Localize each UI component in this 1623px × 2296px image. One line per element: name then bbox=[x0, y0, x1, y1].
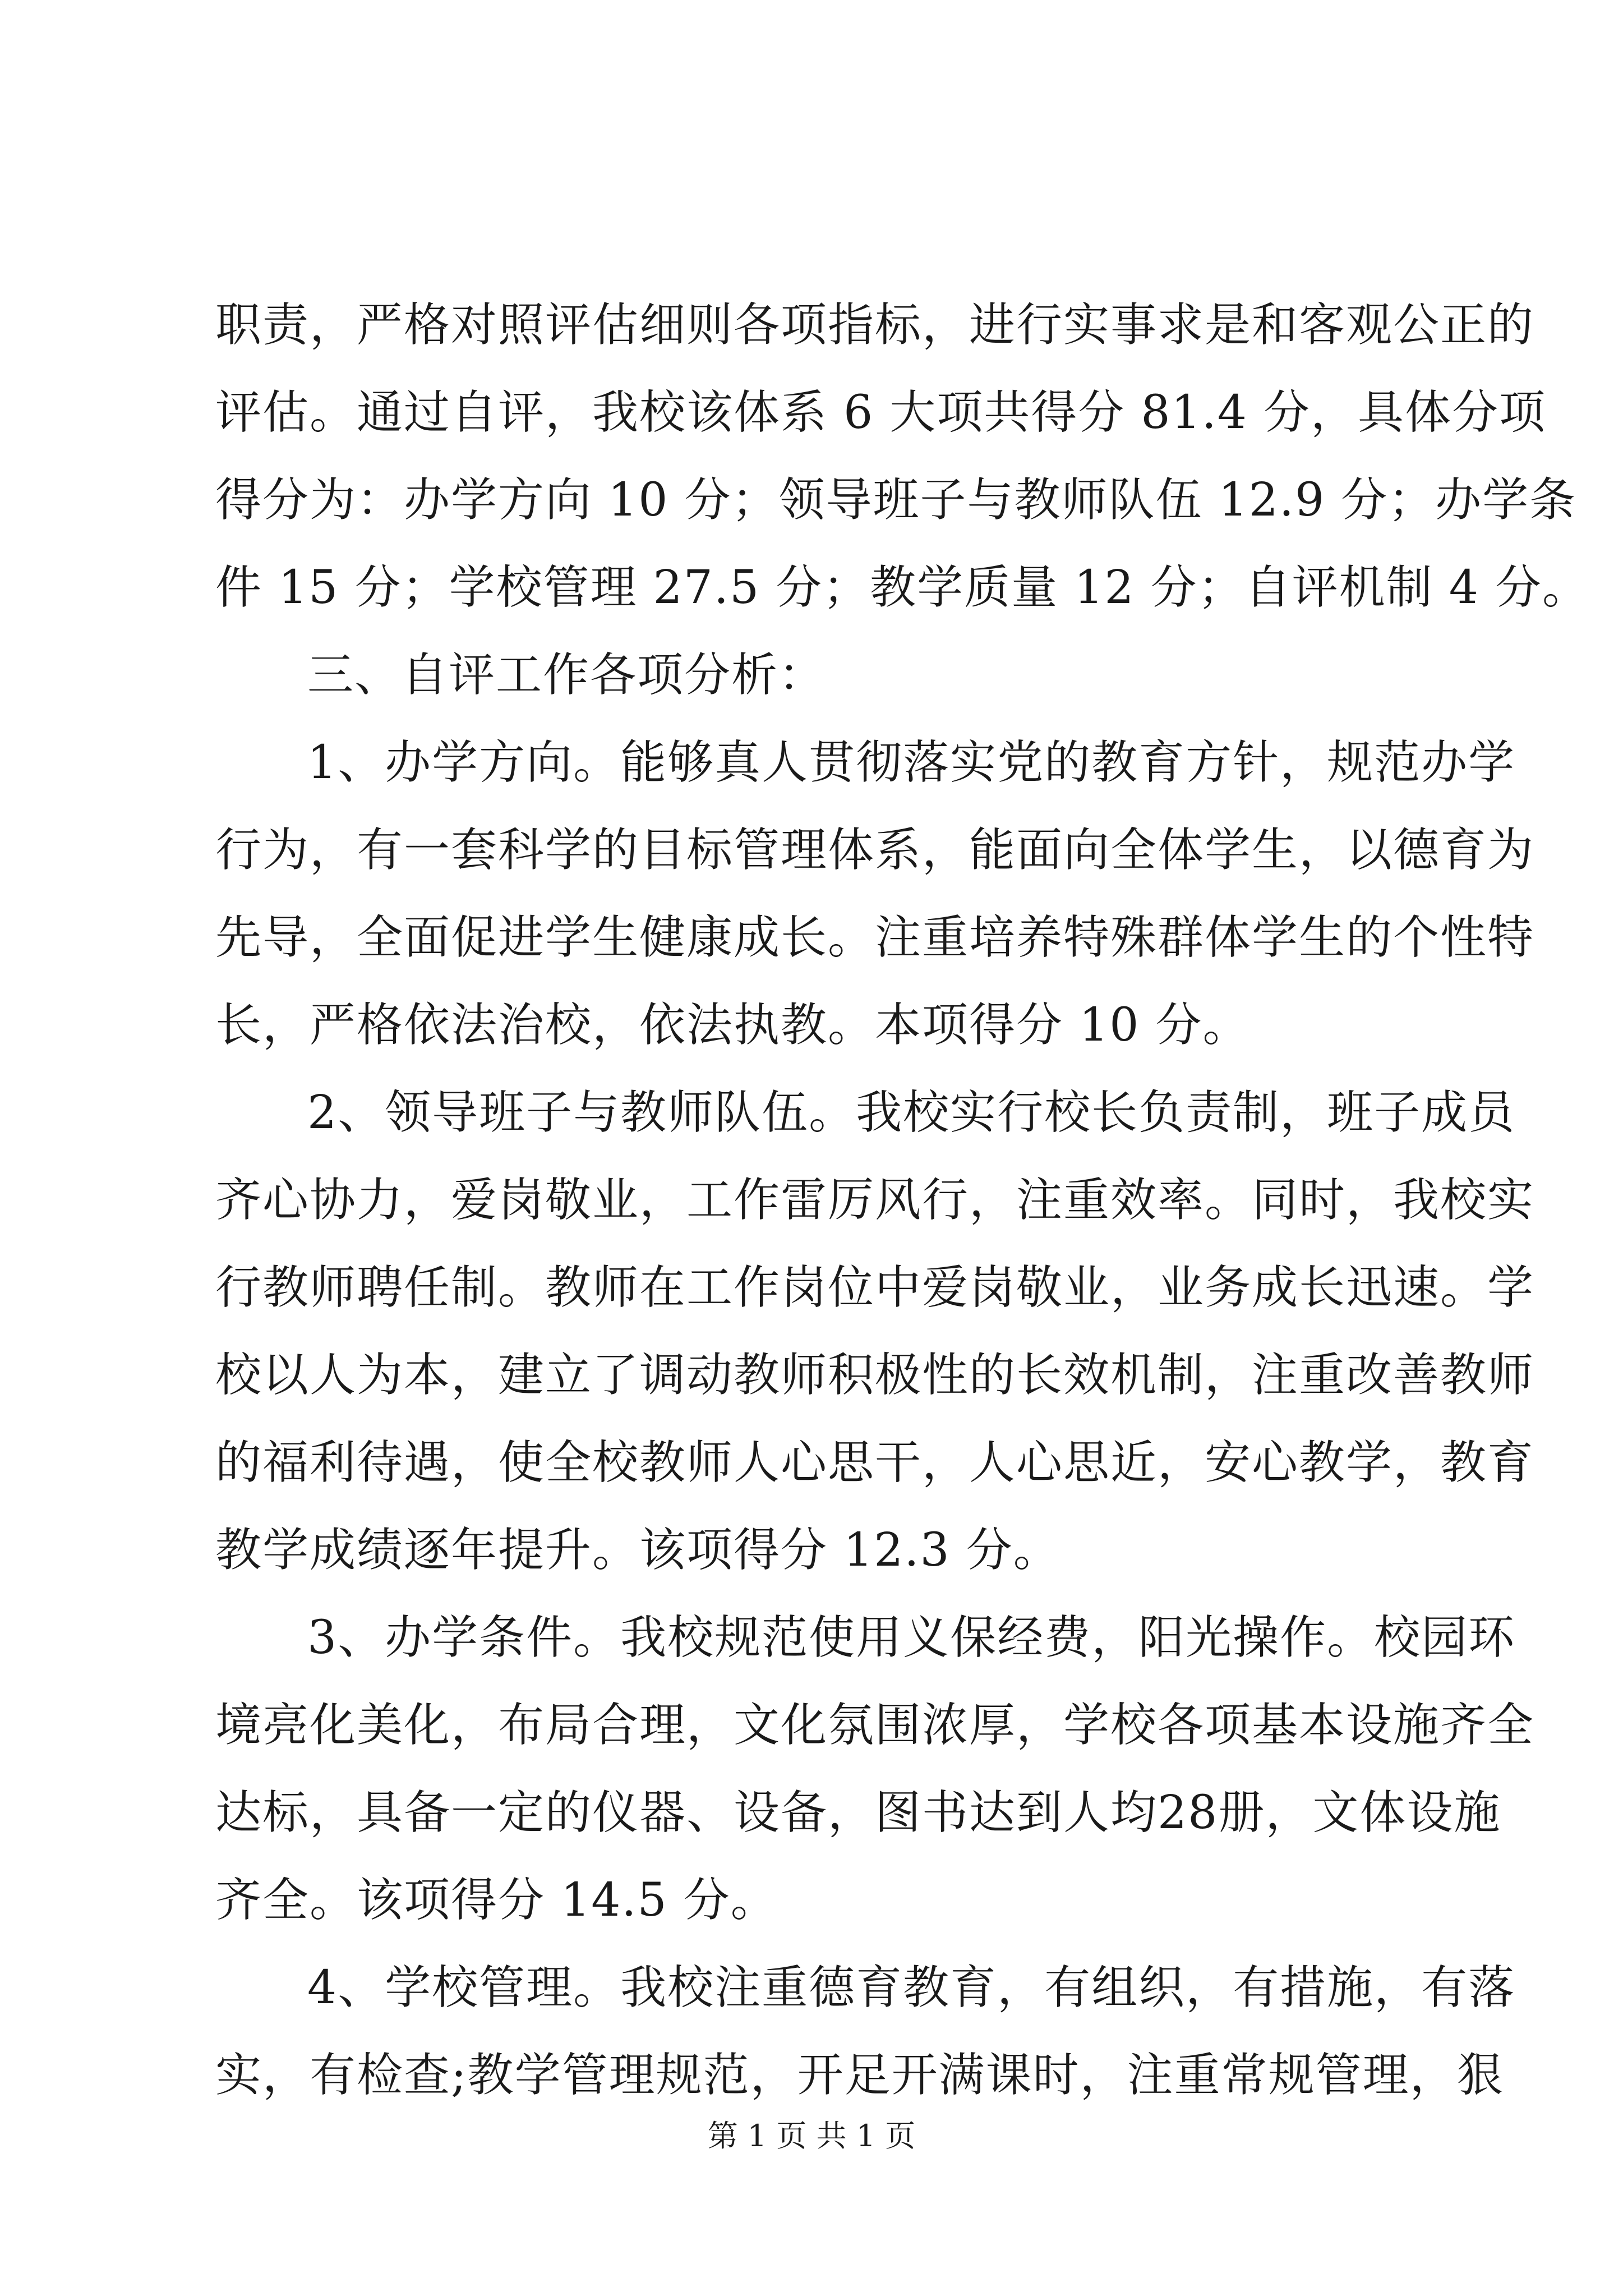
body-line-8: 先导，全面促进学生健康成长。注重培养特殊群体学生的个性特 bbox=[215, 911, 1535, 964]
body-line-6: 1、办学方向。能够真人贯彻落实党的教育方针，规范办学 bbox=[307, 736, 1516, 789]
body-line-11: 齐心协力，爱岗敬业，工作雷厉风行，注重效率。同时，我校实 bbox=[215, 1174, 1535, 1227]
body-line-14: 的福利待遇，使全校教师人心思干，人心思近，安心教学，教育 bbox=[215, 1436, 1535, 1489]
body-line-10: 2、领导班子与教师队伍。我校实行校长负责制，班子成员 bbox=[307, 1086, 1516, 1139]
page-footer: 第 1 页 共 1 页 bbox=[707, 2118, 916, 2154]
body-line-17: 境亮化美化，布局合理，文化氛围浓厚，学校各项基本设施齐全 bbox=[215, 1699, 1535, 1752]
body-line-9: 长，严格依法治校，依法执教。本项得分 10 分。 bbox=[215, 999, 1250, 1052]
body-line-2: 评估。通过自评，我校该体系 6 大项共得分 81.4 分，具体分项 bbox=[215, 386, 1547, 439]
body-line-21: 实，有检查;教学管理规范，开足开满课时，注重常规管理，狠 bbox=[215, 2049, 1504, 2102]
section-heading: 三、自评工作各项分析： bbox=[307, 648, 826, 702]
body-line-19: 齐全。该项得分 14.5 分。 bbox=[215, 1874, 778, 1927]
body-line-1: 职责，严格对照评估细则各项指标，进行实事求是和客观公正的 bbox=[215, 298, 1535, 352]
body-line-16: 3、办学条件。我校规范使用义保经费，阳光操作。校园环 bbox=[307, 1611, 1516, 1664]
body-line-15: 教学成绩逐年提升。该项得分 12.3 分。 bbox=[215, 1524, 1061, 1577]
body-line-20: 4、学校管理。我校注重德育教育，有组织，有措施，有落 bbox=[307, 1961, 1516, 2014]
body-line-3: 得分为：办学方向 10 分；领导班子与教师队伍 12.9 分；办学条 bbox=[215, 473, 1577, 527]
body-line-7: 行为，有一套科学的目标管理体系，能面向全体学生，以德育为 bbox=[215, 823, 1535, 877]
body-line-18: 达标，具备一定的仪器、设备，图书达到人均28册，文体设施 bbox=[215, 1786, 1501, 1839]
body-line-12: 行教师聘任制。教师在工作岗位中爱岗敬业，业务成长迅速。学 bbox=[215, 1261, 1535, 1314]
body-line-13: 校以人为本，建立了调动教师积极性的长效机制，注重改善教师 bbox=[215, 1349, 1535, 1402]
body-line-4: 件 15 分；学校管理 27.5 分；教学质量 12 分；自评机制 4 分。 bbox=[215, 561, 1589, 614]
